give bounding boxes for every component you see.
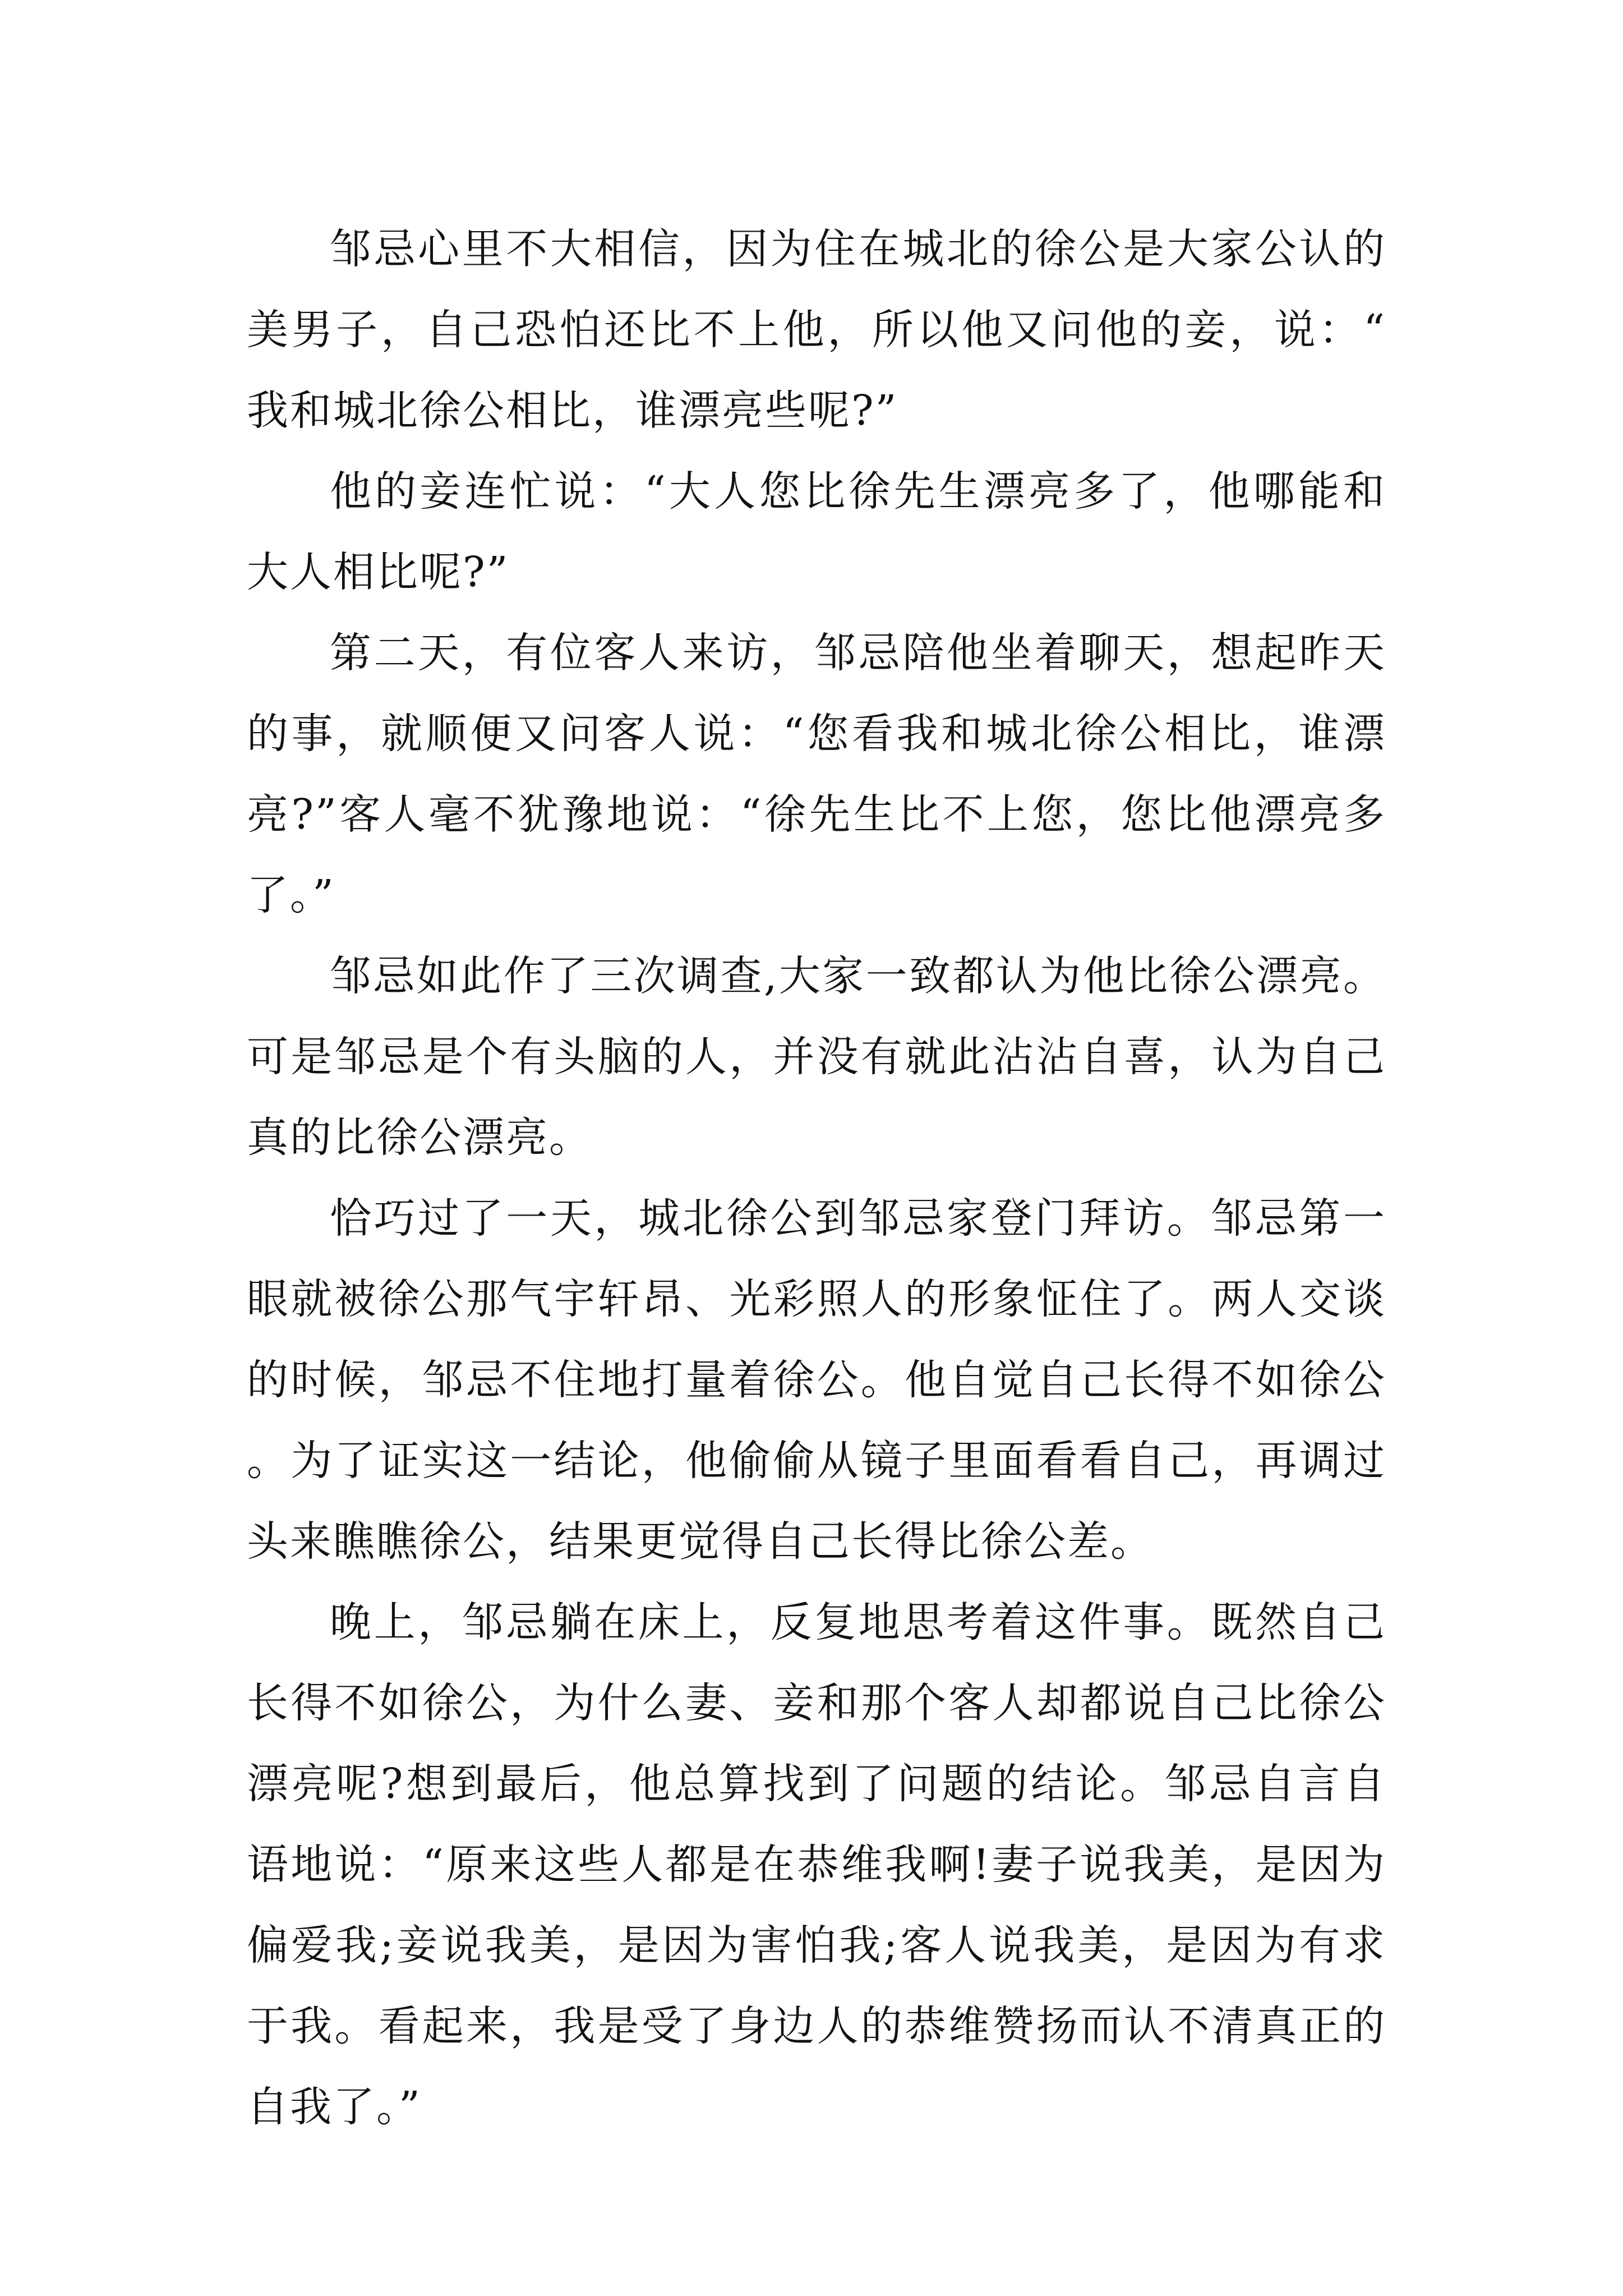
paragraph-6: 晚上，邹忌躺在床上，反复地思考着这件事。既然自己长得不如徐公，为什么妻、妾和那个客人却都说自己比徐公漂亮呢?想到最后，他总算找到了问题的结论。邹忌自言自语地说：“原来这些人都是在恭维我啊!妻子说我美，是因为偏爱我;妾说我美，是因为害怕我;客人说我美，是因为有求于我。看起来，我是受了身边人的恭维赞扬而认不清真正的自我了。”: [247, 1598, 1386, 2131]
paragraph-2: 他的妾连忙说：“大人您比徐先生漂亮多了，他哪能和大人相比呢?”: [247, 467, 1386, 596]
paragraph-1: 邹忌心里不大相信，因为住在城北的徐公是大家公认的美男子，自己恐怕还比不上他，所以他又问他的妾，说：“我和城北徐公相比，谁漂亮些呢?”: [247, 225, 1386, 435]
paragraph-5: 恰巧过了一天，城北徐公到邹忌家登门拜访。邹忌第一眼就被徐公那气宇轩昂、光彩照人的形象怔住了。两人交谈的时候，邹忌不住地打量着徐公。他自觉自己长得不如徐公。为了证实这一结论，他偷偷从镜子里面看看自己，再调过头来瞧瞧徐公，结果更觉得自己长得比徐公差。: [247, 1194, 1386, 1566]
paragraph-3: 第二天，有位客人来访，邹忌陪他坐着聊天，想起昨天的事，就顺便又问客人说：“您看我和城北徐公相比，谁漂亮?”客人毫不犹豫地说：“徐先生比不上您，您比他漂亮多了。”: [247, 629, 1386, 919]
body-text: [247, 209, 1386, 2147]
paragraph-4: 邹忌如此作了三次调查,大家一致都认为他比徐公漂亮。可是邹忌是个有头脑的人，并没有就此沾沾自喜，认为自己真的比徐公漂亮。: [247, 952, 1386, 1162]
